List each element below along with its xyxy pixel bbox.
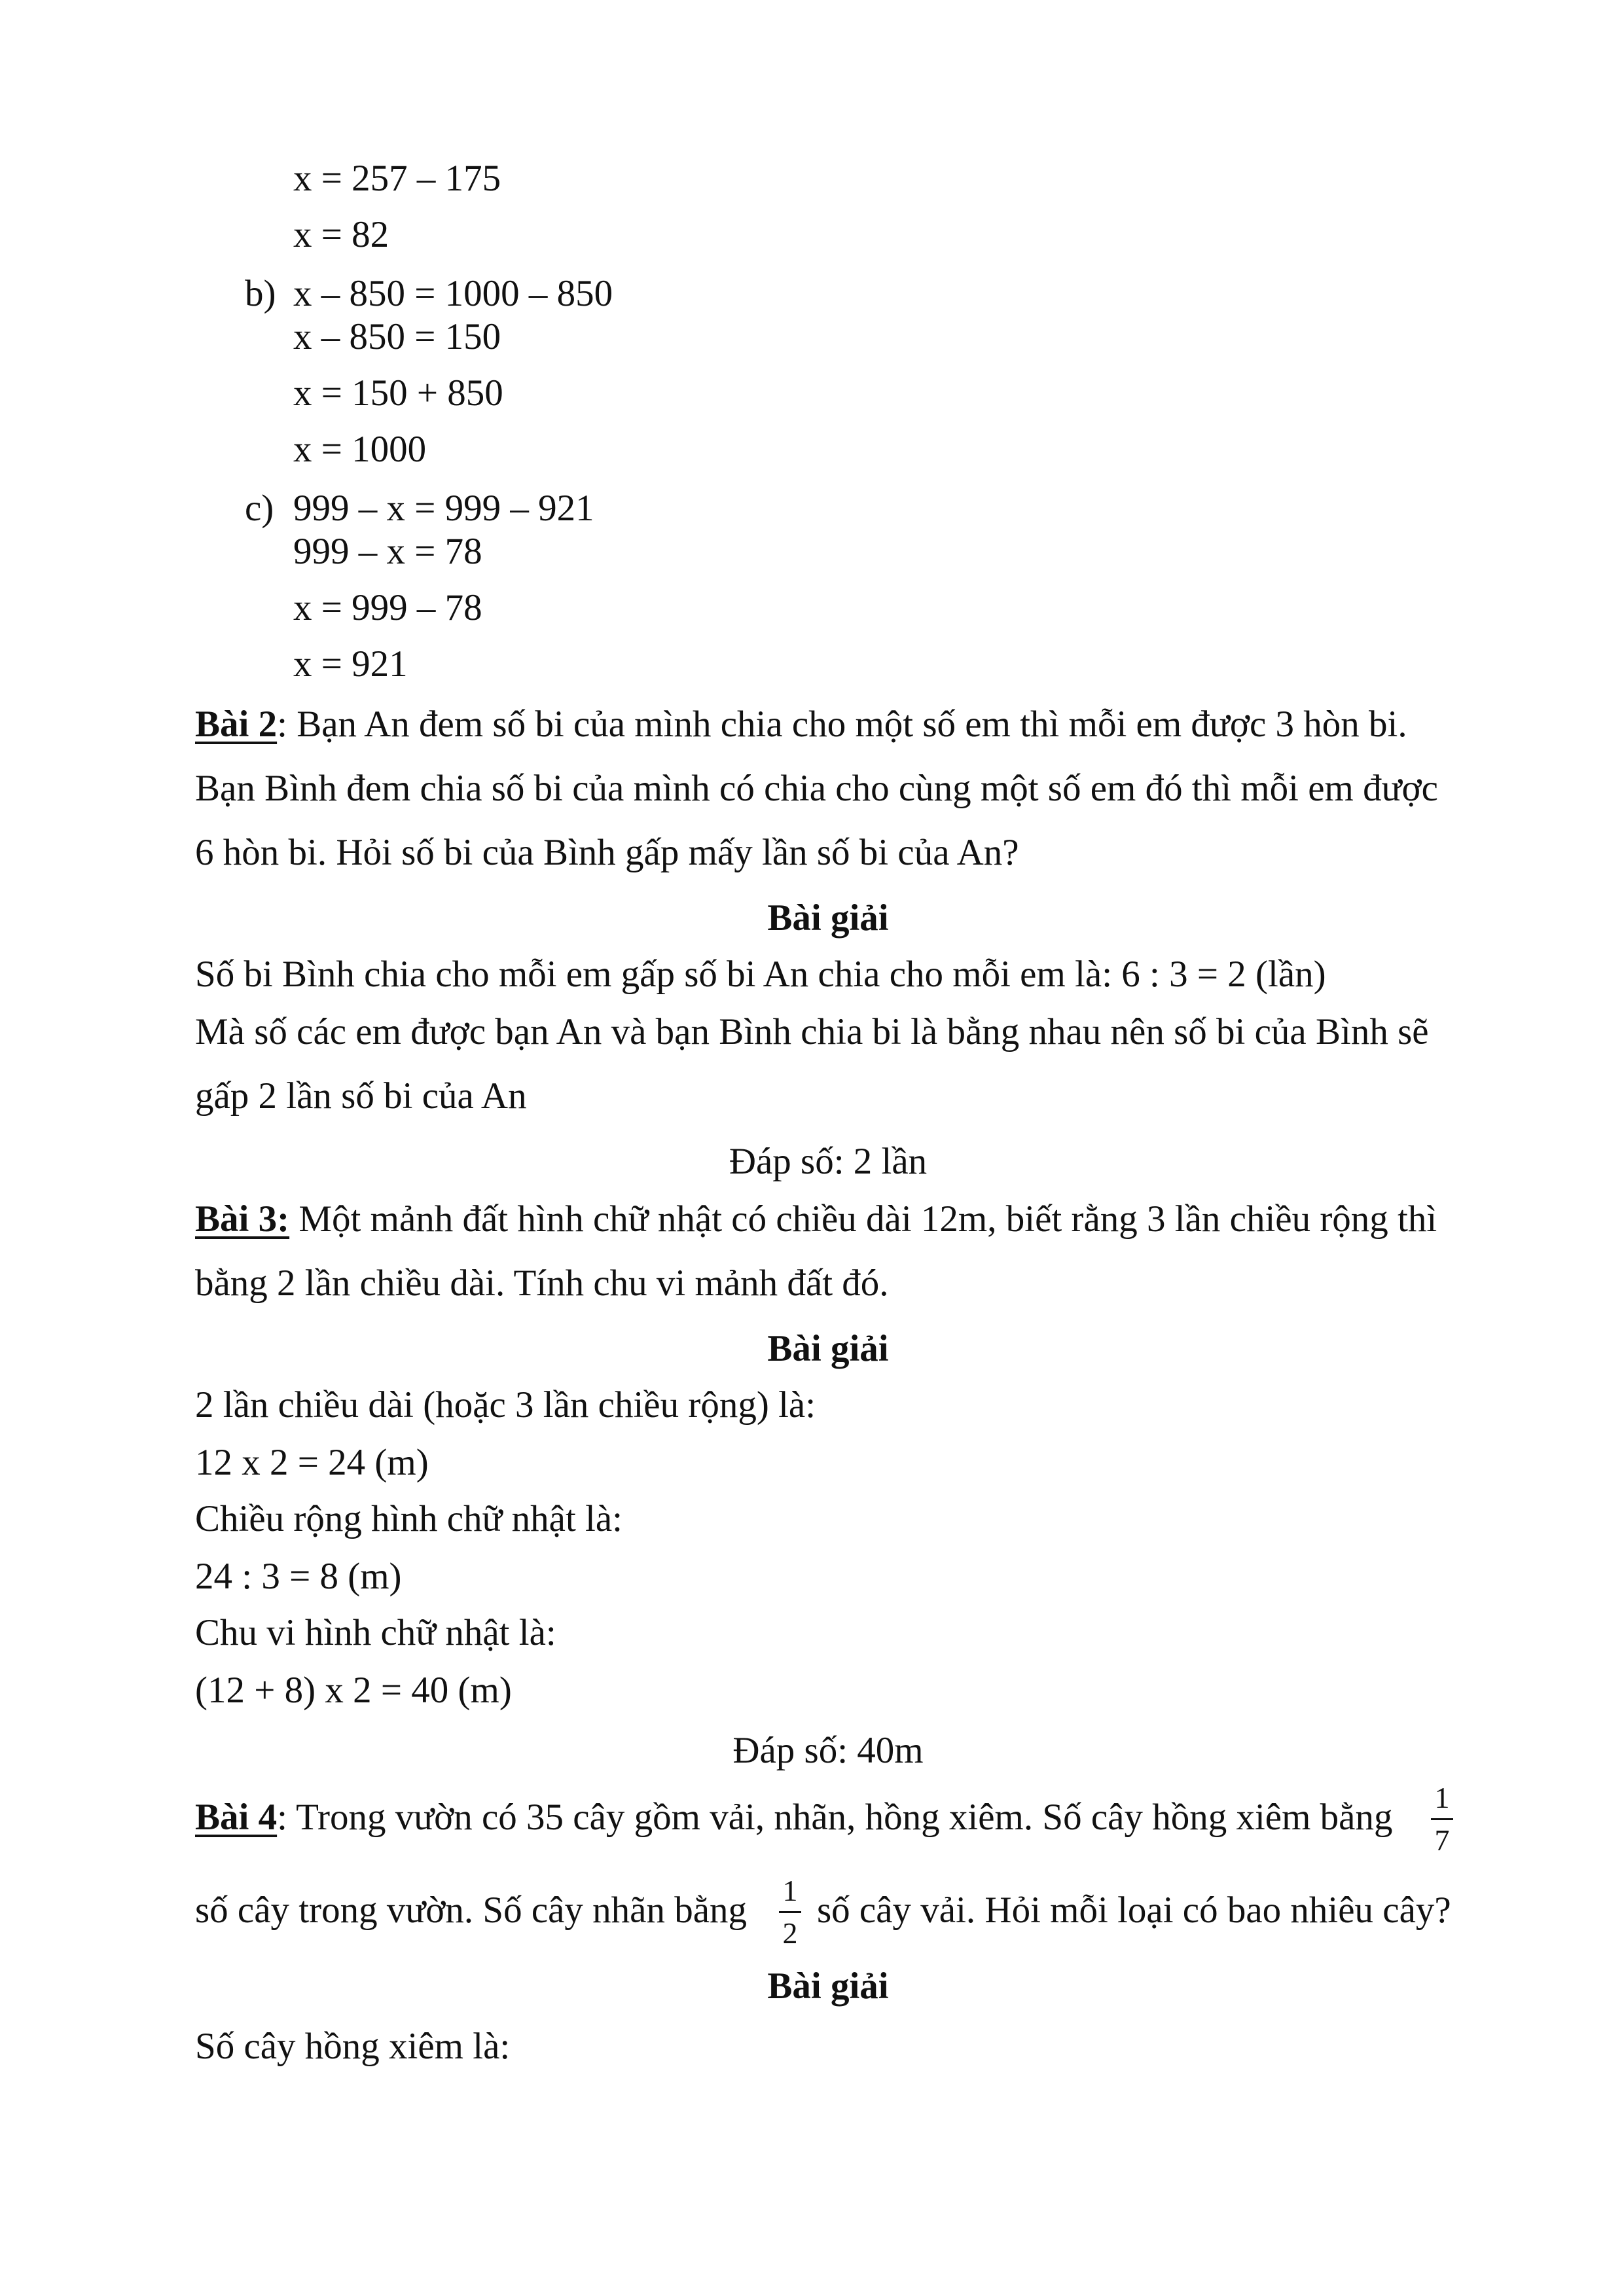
fraction-numerator: 1 [782,1874,798,1907]
problem-2-line-1 [195,706,1407,743]
equation-line: x – 850 = 1000 – 850 [293,273,613,314]
equation-line: x = 921 [293,643,408,685]
solution-2-line-2: Mà số các em được bạn An và bạn Bình chia bi là bằng nhau nên số bi của Bình sẽ [195,1011,1429,1052]
item-label-b: b) [245,273,276,314]
fraction-numerator: 1 [1434,1781,1450,1814]
problem-4-line-2a: số cây trong vườn. Số cây nhãn bằng [195,1890,748,1931]
problem-2-label: Bài 2 [195,704,278,745]
solution-2-line-3: gấp 2 lần số bi của An [195,1075,527,1117]
equation-line: x = 150 + 850 [293,372,503,414]
solution-3-line-3: Chiều rộng hình chữ nhật là: [195,1498,623,1539]
solution-3-line-4: 24 : 3 = 8 (m) [195,1556,402,1597]
problem-2-line-2: Bạn Bình đem chia số bi của mình có chia cho cùng một số em đó thì mỗi em được [195,768,1438,809]
problem-3-label: Bài 3: [195,1198,290,1240]
problem-text: : Trong vườn có 35 cây gồm vải, nhãn, hồng xiêm. Số cây hồng xiêm bằng [277,1797,1393,1838]
problem-3-line-2: bằng 2 lần chiều dài. Tính chu vi mảnh đất đó. [195,1263,889,1304]
equation-line: x = 257 – 175 [293,158,501,199]
problem-text: Bạn An đem số bi của mình chia cho một số em thì mỗi em được 3 hòn bi. [287,704,1407,745]
solution-2-line-1: Số bi Bình chia cho mỗi em gấp số bi An chia cho mỗi em là: 6 : 3 = 2 (lần) [195,954,1326,995]
equation-line: 999 – x = 999 – 921 [293,488,594,529]
problem-3-line-1 [195,1200,1437,1238]
solution-4-line-1: Số cây hồng xiêm là: [195,2026,511,2067]
fraction-one-half [779,1876,801,1948]
solution-3-line-2: 12 x 2 = 24 (m) [195,1442,429,1483]
solution-2-title: Bài giải [767,897,889,939]
equation-line: x = 999 – 78 [293,587,482,628]
solution-3-line-1: 2 lần chiều dài (hoặc 3 lần chiều rộng) là: [195,1384,816,1426]
solution-3-line-6: (12 + 8) x 2 = 40 (m) [195,1670,512,1711]
fraction-bar [779,1911,801,1913]
fraction-bar [1431,1818,1453,1820]
fraction-one-seventh [1431,1783,1453,1856]
solution-3-title: Bài giải [767,1328,889,1369]
problem-4-line-2b: số cây vải. Hỏi mỗi loại có bao nhiêu cây? [817,1890,1451,1931]
equation-line: x – 850 = 150 [293,316,501,357]
problem-2-separator: : [277,704,287,745]
equation-line: x = 1000 [293,429,427,470]
problem-4-line-1 [195,1799,1392,1836]
answer-3: Đáp số: 40m [732,1730,924,1771]
problem-4-label: Bài 4 [195,1797,278,1838]
fraction-denominator: 7 [1434,1823,1450,1857]
answer-2: Đáp số: 2 lần [729,1141,928,1182]
item-label-c: c) [245,488,274,529]
solution-4-title: Bài giải [767,1965,889,2007]
fraction-denominator: 2 [782,1916,798,1950]
equation-line: 999 – x = 78 [293,531,482,572]
solution-3-line-5: Chu vi hình chữ nhật là: [195,1612,556,1653]
problem-text: Một mảnh đất hình chữ nhật có chiều dài 12m, biết rằng 3 lần chiều rộng thì [289,1198,1437,1240]
equation-line: x = 82 [293,214,389,255]
problem-2-line-3: 6 hòn bi. Hỏi số bi của Bình gấp mấy lần số bi của An? [195,832,1019,873]
